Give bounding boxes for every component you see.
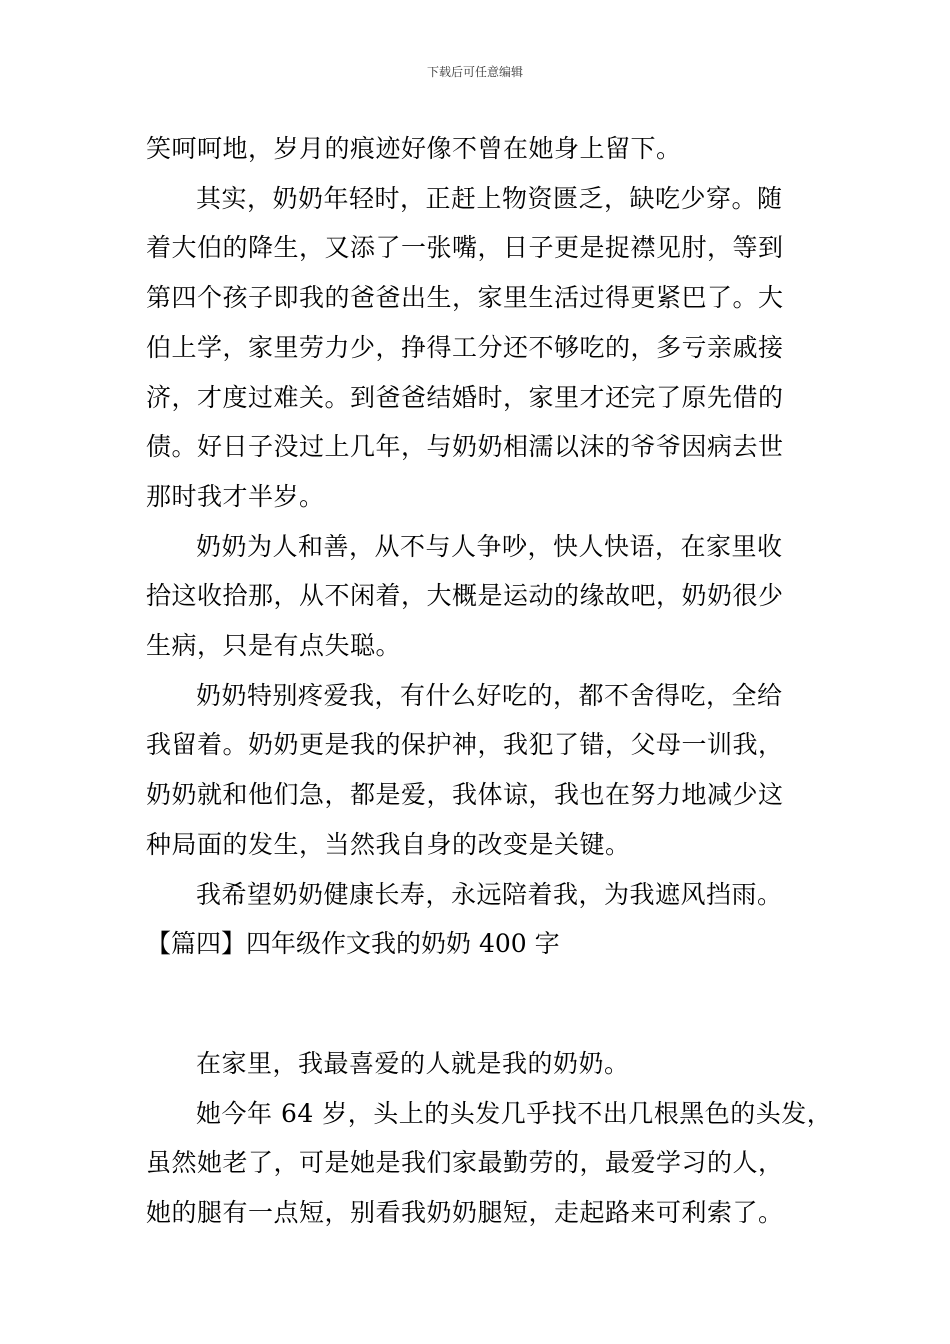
- text-line: 其实，奶奶年轻时，正赶上物资匮乏，缺吃少穿。随: [196, 183, 783, 213]
- text-line: 那时我才半岁。: [146, 481, 325, 511]
- text-line: 奶奶为人和善，从不与人争吵，快人快语，在家里收: [196, 531, 783, 561]
- paragraph-wish: [146, 870, 826, 920]
- text-line: 伯上学，家里劳力少，挣得工分还不够吃的，多亏亲戚接: [146, 332, 784, 362]
- heading-text: 【篇四】四年级作文我的奶奶 400 字: [146, 929, 560, 959]
- document-body: [146, 124, 833, 1238]
- text-line: 我希望奶奶健康长寿，永远陪着我，为我遮风挡雨。: [196, 879, 783, 909]
- text-line: 第四个孩子即我的爸爸出生，家里生活过得更紧巴了。大: [146, 283, 784, 313]
- paragraph-character: [146, 522, 826, 671]
- text-line: 着大伯的降生，又添了一张嘴，日子更是捉襟见肘，等到: [146, 233, 784, 263]
- section-heading: [146, 919, 826, 969]
- paragraph-description: [146, 1089, 833, 1238]
- text-line: 债。好日子没过上几年，与奶奶相濡以沫的爷爷因病去世: [146, 432, 784, 462]
- text-line: 在家里，我最喜爱的人就是我的奶奶。: [196, 1048, 630, 1078]
- blank-space: [146, 969, 826, 1039]
- text-line: 她的腿有一点短，别看我奶奶腿短，走起路来可利索了。: [146, 1198, 784, 1228]
- text-line: 笑呵呵地，岁月的痕迹好像不曾在她身上留下。: [146, 134, 682, 163]
- text-line: 济，才度过难关。到爸爸结婚时，家里才还完了原先借的: [146, 382, 784, 412]
- paragraph-intro: [146, 1039, 826, 1089]
- text-line: 我留着。奶奶更是我的保护神，我犯了错，父母一训我，: [146, 730, 784, 760]
- text-line: 生病，只是有点失聪。: [146, 631, 402, 661]
- text-line: 奶奶特别疼爱我，有什么好吃的，都不舍得吃，全给: [196, 680, 783, 710]
- page-header: 下载后可任意编辑: [426, 65, 523, 79]
- text-line: 奶奶就和他们急，都是爱，我体谅，我也在努力地减少这: [146, 780, 784, 810]
- paragraph-hardship: [146, 174, 826, 522]
- text-line: 种局面的发生，当然我自身的改变是关键。: [146, 829, 631, 859]
- paragraph-continuation: [146, 124, 826, 174]
- text-line: 她今年 64 岁，头上的头发几乎找不出几根黑色的头发，: [196, 1098, 833, 1128]
- text-line: 拾这收拾那，从不闲着，大概是运动的缘故吧，奶奶很少: [146, 581, 784, 611]
- text-line: 虽然她老了，可是她是我们家最勤劳的，最爱学习的人，: [146, 1148, 784, 1178]
- paragraph-love: [146, 671, 826, 870]
